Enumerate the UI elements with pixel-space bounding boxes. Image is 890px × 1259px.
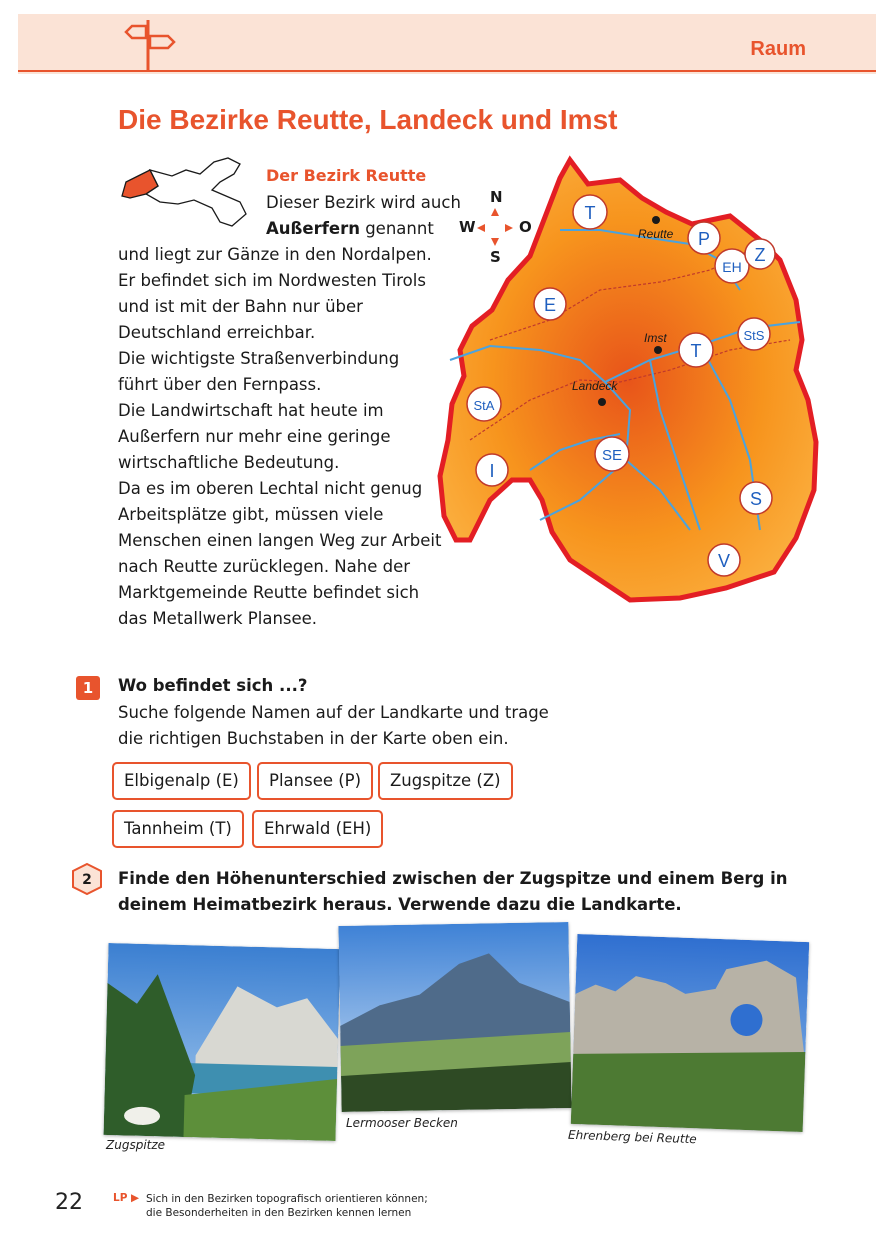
caption-zugspitze: Zugspitze	[106, 1138, 166, 1152]
svg-text:P: P	[697, 229, 711, 249]
svg-text:I: I	[489, 461, 495, 481]
map-marker-t2	[679, 333, 713, 367]
place-box-plansee: Plansee (P)	[257, 762, 373, 800]
town-dot-reutte	[652, 216, 660, 224]
map-label-reutte: Reutte	[638, 227, 674, 241]
task2-number: 2	[82, 872, 92, 888]
intro-line: Er befindet sich im Nordwesten Tirols	[118, 271, 426, 290]
place-box-elbigenalp: Elbigenalp (E)	[112, 762, 251, 800]
intro-text-body	[118, 242, 441, 632]
intro-line: Außerfern nur mehr eine geringe	[118, 427, 391, 446]
intro-line: führt über den Fernpass.	[118, 375, 322, 394]
map-marker-v	[708, 544, 740, 576]
term-ausserfern: Außerfern	[266, 219, 360, 238]
task2-instructions: Finde den Höhenunterschied zwischen der Zugspitze und einem Berg in deinem Heimatbezirk heraus. Verwende dazu die Landkarte.	[118, 869, 788, 914]
compass-north: N	[490, 188, 503, 206]
intro-line: und ist mit der Bahn nur über	[118, 297, 363, 316]
intro-line: und liegt zur Gänze in den Nordalpen.	[118, 245, 432, 264]
svg-text:T: T	[584, 203, 596, 223]
svg-text:S: S	[749, 489, 763, 509]
svg-text:E: E	[543, 295, 557, 315]
intro-line: Deutschland erreichbar.	[118, 323, 316, 342]
intro-line: Arbeitsplätze gibt, müssen viele	[118, 505, 384, 524]
intro-line: Da es im oberen Lechtal nicht genug	[118, 479, 423, 498]
intro-line: nach Reutte zurücklegen. Nahe der	[118, 557, 411, 576]
map-marker-se	[595, 437, 629, 471]
intro-line: Dieser Bezirk wird auch	[266, 193, 461, 212]
task2-number-badge	[70, 862, 104, 896]
district-map	[430, 150, 830, 620]
map-marker-t1	[573, 195, 607, 229]
map-label-imst: Imst	[644, 331, 667, 345]
svg-text:StS: StS	[743, 328, 765, 343]
photo-ehrenberg	[571, 934, 809, 1132]
map-marker-sts	[738, 318, 770, 350]
compass-west: W	[459, 218, 476, 236]
photo-zugspitze	[104, 943, 341, 1141]
map-marker-z	[745, 239, 775, 269]
signpost-icon	[118, 16, 188, 72]
task1-title: Wo befindet sich ...?	[118, 676, 308, 695]
town-dot-imst	[654, 346, 662, 354]
intro-line: Marktgemeinde Reutte befindet sich	[118, 583, 420, 602]
footer-note	[146, 1192, 428, 1220]
intro-line: das Metallwerk Plansee.	[118, 609, 318, 628]
place-box-ehrwald: Ehrwald (EH)	[252, 810, 383, 848]
page-number: 22	[55, 1190, 83, 1215]
footer-note-line: Sich in den Bezirken topografisch orientieren können;	[146, 1193, 428, 1205]
svg-text:V: V	[717, 551, 731, 571]
task1-line: die richtigen Buchstaben in der Karte oben ein.	[118, 729, 509, 748]
footer-note-line: die Besonderheiten in den Bezirken kennen lernen	[146, 1207, 412, 1219]
map-district-area	[440, 160, 816, 600]
task1-number-badge: 1	[76, 676, 100, 700]
intro-line: Die wichtigste Straßenverbindung	[118, 349, 400, 368]
section-label: Raum	[750, 38, 806, 60]
task1-line: Suche folgende Namen auf der Landkarte und trage	[118, 703, 549, 722]
svg-text:Z: Z	[754, 245, 766, 265]
svg-text:EH: EH	[722, 259, 742, 275]
map-marker-e	[534, 288, 566, 320]
lp-label: LP ▶	[113, 1192, 140, 1204]
intro-line-rest: genannt	[359, 219, 434, 238]
intro-line: Menschen einen langen Weg zur Arbeit	[118, 531, 442, 550]
svg-text:SE: SE	[601, 447, 623, 464]
map-label-landeck: Landeck	[572, 379, 618, 393]
map-marker-s	[740, 482, 772, 514]
place-box-zugspitze: Zugspitze (Z)	[378, 762, 513, 800]
place-box-tannheim: Tannheim (T)	[112, 810, 244, 848]
photo-lermooser-becken	[338, 922, 571, 1112]
caption-lermooser-becken: Lermooser Becken	[346, 1116, 458, 1130]
intro-line: wirtschaftliche Bedeutung.	[118, 453, 340, 472]
task1-instructions	[118, 700, 549, 752]
intro-line: Die Landwirtschaft hat heute im	[118, 401, 384, 420]
caption-ehrenberg: Ehrenberg bei Reutte	[567, 1127, 697, 1147]
svg-text:StA: StA	[473, 398, 495, 413]
map-marker-sta	[467, 387, 501, 421]
map-marker-i	[476, 454, 508, 486]
page-title: Die Bezirke Reutte, Landeck und Imst	[118, 104, 618, 135]
svg-text:T: T	[690, 341, 702, 361]
compass-south: S	[490, 248, 501, 266]
map-marker-p	[688, 222, 720, 254]
map-marker-eh	[715, 249, 749, 283]
town-dot-landeck	[598, 398, 606, 406]
tirol-outline-icon	[116, 152, 256, 232]
intro-subhead: Der Bezirk Reutte	[266, 166, 427, 185]
compass-east: O	[519, 218, 532, 236]
